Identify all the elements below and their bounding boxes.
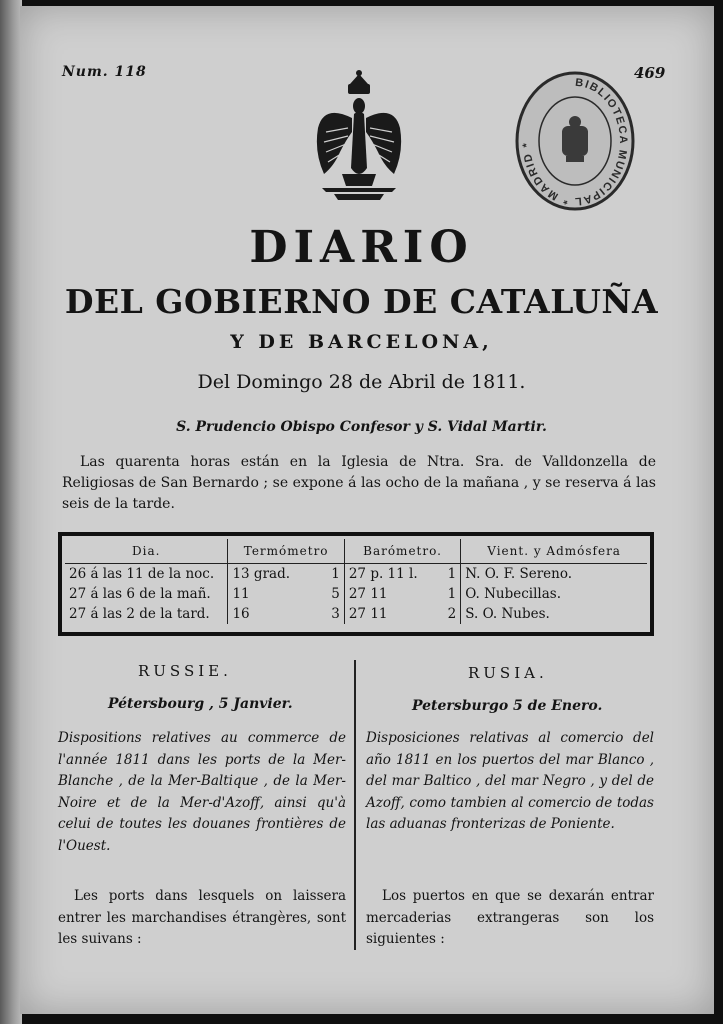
library-stamp: [514, 70, 636, 212]
left-body-paragraph: Les ports dans lesquels on laissera entrer les marchandises étrangères, sont les suivans :: [58, 888, 346, 947]
intro-paragraph: Las quarenta horas están en la Iglesia de Ntra. Sra. de Valldonzella de Religiosas de San Bernardo ; se expone á las ocho de la mañana , y se reserva á las seis de la tarde.: [62, 454, 656, 512]
weather-table: [58, 532, 654, 636]
cell-term: [228, 604, 344, 624]
table-row: [65, 564, 647, 585]
cell-viento: N. O. F. Sereno.: [461, 564, 647, 585]
right-dateline: Petersburgo 5 de Enero.: [412, 698, 603, 714]
header-termometro: Termómetro: [228, 539, 344, 564]
cell-bar: [344, 604, 460, 624]
page-number: 469: [634, 64, 666, 82]
masthead-title: DIARIO: [249, 222, 474, 273]
bar-value: 27 11: [348, 586, 388, 602]
cell-dia: 27 á las 6 de la mañ.: [69, 586, 211, 602]
left-italic-paragraph: Dispositions relatives au commerce de l'année 1811 dans les ports de la Mer-Blanche , de la Mer-Baltique , de la Mer-Noire et de la Mer-d'Azoff, ainsi qu'à celui de toutes les douanes frontières de l'Ouest.: [58, 730, 346, 854]
column-divider: [354, 660, 356, 950]
masthead-city: Y DE BARCELONA,: [230, 331, 493, 353]
header-barometro: Barómetro.: [344, 539, 460, 564]
term-fraction: 1: [331, 566, 340, 582]
table-row: [65, 604, 647, 624]
right-heading: RUSIA.: [468, 664, 548, 682]
issue-date: Del Domingo 28 de Abril de 1811.: [197, 371, 526, 393]
stamp-ring-text: BIBLIOTECA MUNICIPAL * MADRID *: [520, 76, 630, 208]
bar-fraction: 1: [447, 566, 457, 582]
term-value: 11: [232, 586, 250, 602]
masthead-subtitle: DEL GOBIERNO DE CATALUÑA: [64, 282, 659, 321]
bar-fraction: 1: [447, 586, 457, 602]
cell-dia: 27 á las 2 de la tard.: [69, 606, 210, 622]
header-viento: Vient. y Admósfera: [461, 539, 647, 564]
term-value: 16: [232, 606, 250, 622]
term-value: 13 grad.: [232, 566, 290, 582]
saints-of-day: S. Prudencio Obispo Confesor y S. Vidal Martir.: [176, 419, 547, 435]
right-italic-paragraph: Disposiciones relativas al comercio del año 1811 en los puertos del mar Blanco , del mar Baltico , del mar Negro , y del de Azoff, como tambien al comercio de todas las aduanas fronterizas de Poniente.: [366, 730, 654, 832]
left-heading: RUSSIE.: [138, 662, 232, 680]
table-row: [65, 584, 647, 604]
bar-value: 27 p. 11 l.: [348, 566, 418, 582]
issue-number: Num. 118: [62, 64, 147, 80]
cell-viento: S. O. Nubes.: [461, 604, 647, 624]
bar-fraction: 2: [447, 606, 457, 622]
cell-bar: [344, 584, 460, 604]
imperial-eagle-emblem: [312, 70, 406, 210]
bar-value: 27 11: [348, 606, 388, 622]
cell-bar: [344, 564, 460, 585]
cell-term: [228, 584, 344, 604]
cell-dia: 26 á las 11 de la noc.: [69, 566, 215, 582]
cell-term: [228, 564, 344, 585]
book-gutter: [0, 0, 22, 1024]
right-body-paragraph: Los puertos en que se dexarán entrar mercaderias extrangeras son los siguientes :: [366, 888, 654, 947]
left-dateline: Pétersbourg , 5 Janvier.: [108, 696, 293, 712]
cell-viento: O. Nubecillas.: [461, 584, 647, 604]
term-fraction: 5: [331, 586, 340, 602]
header-dia: Dia.: [65, 539, 228, 564]
term-fraction: 3: [331, 606, 340, 622]
